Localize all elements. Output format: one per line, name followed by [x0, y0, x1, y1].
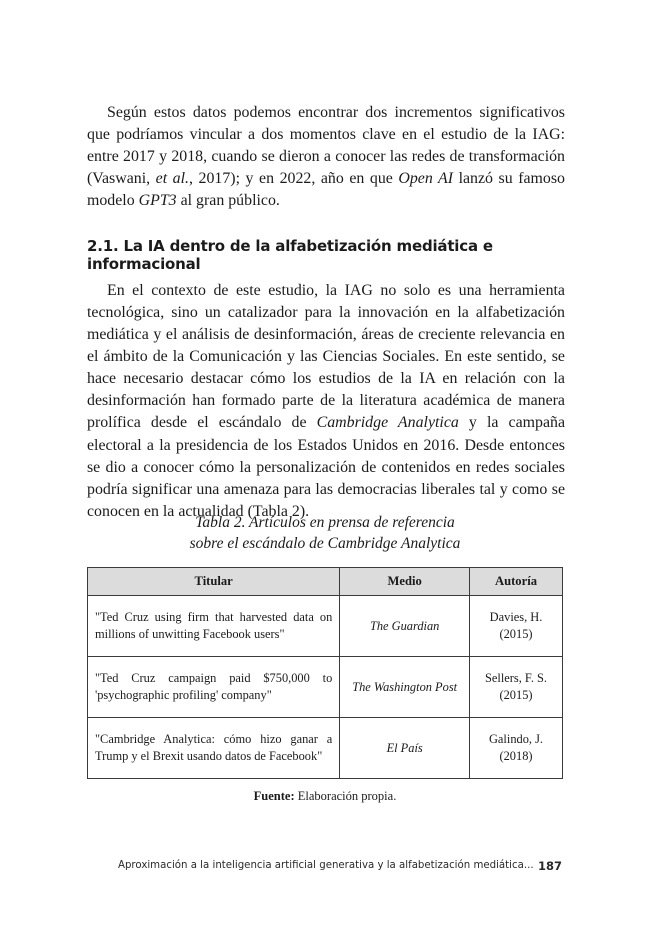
autoria-cell: Sellers, F. S. (2015)	[470, 657, 563, 718]
body-paragraph: Según estos datos podemos encontrar dos incrementos significativos que podríamos vincular a dos momentos clave en el estudio de la IAG: entre 2017 y 2018, cuando se dieron a conocer las redes de transformación (Vaswani, et al., 2017); y en 2022, año en que Open AI lanzó su famoso modelo GPT3 al gran público.	[87, 103, 565, 210]
italic-text: GPT3	[138, 192, 177, 210]
table-row	[88, 657, 563, 718]
medio-cell: The Guardian	[340, 596, 470, 657]
page-number: 187	[537, 859, 562, 873]
table-caption-line: sobre el escándalo de Cambridge Analytica	[189, 535, 461, 552]
source-text: Elaboración propia.	[294, 789, 397, 803]
page-footer	[118, 860, 562, 871]
titular-cell: "Ted Cruz campaign paid $750,000 to 'psychographic profiling' company"	[88, 657, 340, 718]
table-source	[87, 789, 563, 804]
column-header-autoria: Autoría	[470, 568, 563, 596]
italic-text: et al.	[155, 170, 189, 188]
column-header-titular: Titular	[88, 568, 340, 596]
section-heading: 2.1. La IA dentro de la alfabetización mediática e informacional	[87, 237, 493, 274]
table-header-row	[88, 568, 563, 596]
articles-table	[87, 567, 563, 779]
italic-text: Open AI	[398, 170, 454, 188]
table-caption-line: Tabla 2. Artículos en prensa de referencia	[195, 514, 455, 531]
running-title: Aproximación a la inteligencia artificial generativa y la alfabetización mediática...	[118, 860, 534, 871]
table-row	[88, 596, 563, 657]
medio-cell: El País	[340, 718, 470, 779]
medio-cell: The Washington Post	[340, 657, 470, 718]
body-paragraph: En el contexto de este estudio, la IAG no solo es una herramienta tecnológica, sino un catalizador para la innovación en la alfabetización mediática y el análisis de desinformación, áreas de creciente relevancia en el ámbito de la Comunicación y las Ciencias Sociales. En este sentido, se hace necesario destacar cómo los estudios de la IA en relación con la desinformación han formado parte de la literatura académica de manera prolífica desde el escándalo de Cambridge Analytica y la campaña electoral a la presidencia de los Estados Unidos en 2016. Desde entonces se dio a conocer cómo la personalización de contenidos en redes sociales podría significar una amenaza para las democracias liberales tal y como se conocen en la actualidad (Tabla 2).	[87, 281, 565, 520]
column-header-medio: Medio	[340, 568, 470, 596]
autoria-cell: Davies, H. (2015)	[470, 596, 563, 657]
source-label: Fuente:	[253, 789, 295, 803]
italic-text: Cambridge Analytica	[316, 414, 459, 432]
table-caption	[87, 512, 563, 554]
titular-cell: "Ted Cruz using firm that harvested data on millions of unwitting Facebook users"	[88, 596, 340, 657]
titular-cell: "Cambridge Analytica: cómo hizo ganar a Trump y el Brexit usando datos de Facebook"	[88, 718, 340, 779]
autoria-cell: Galindo, J. (2018)	[470, 718, 563, 779]
table-row	[88, 718, 563, 779]
